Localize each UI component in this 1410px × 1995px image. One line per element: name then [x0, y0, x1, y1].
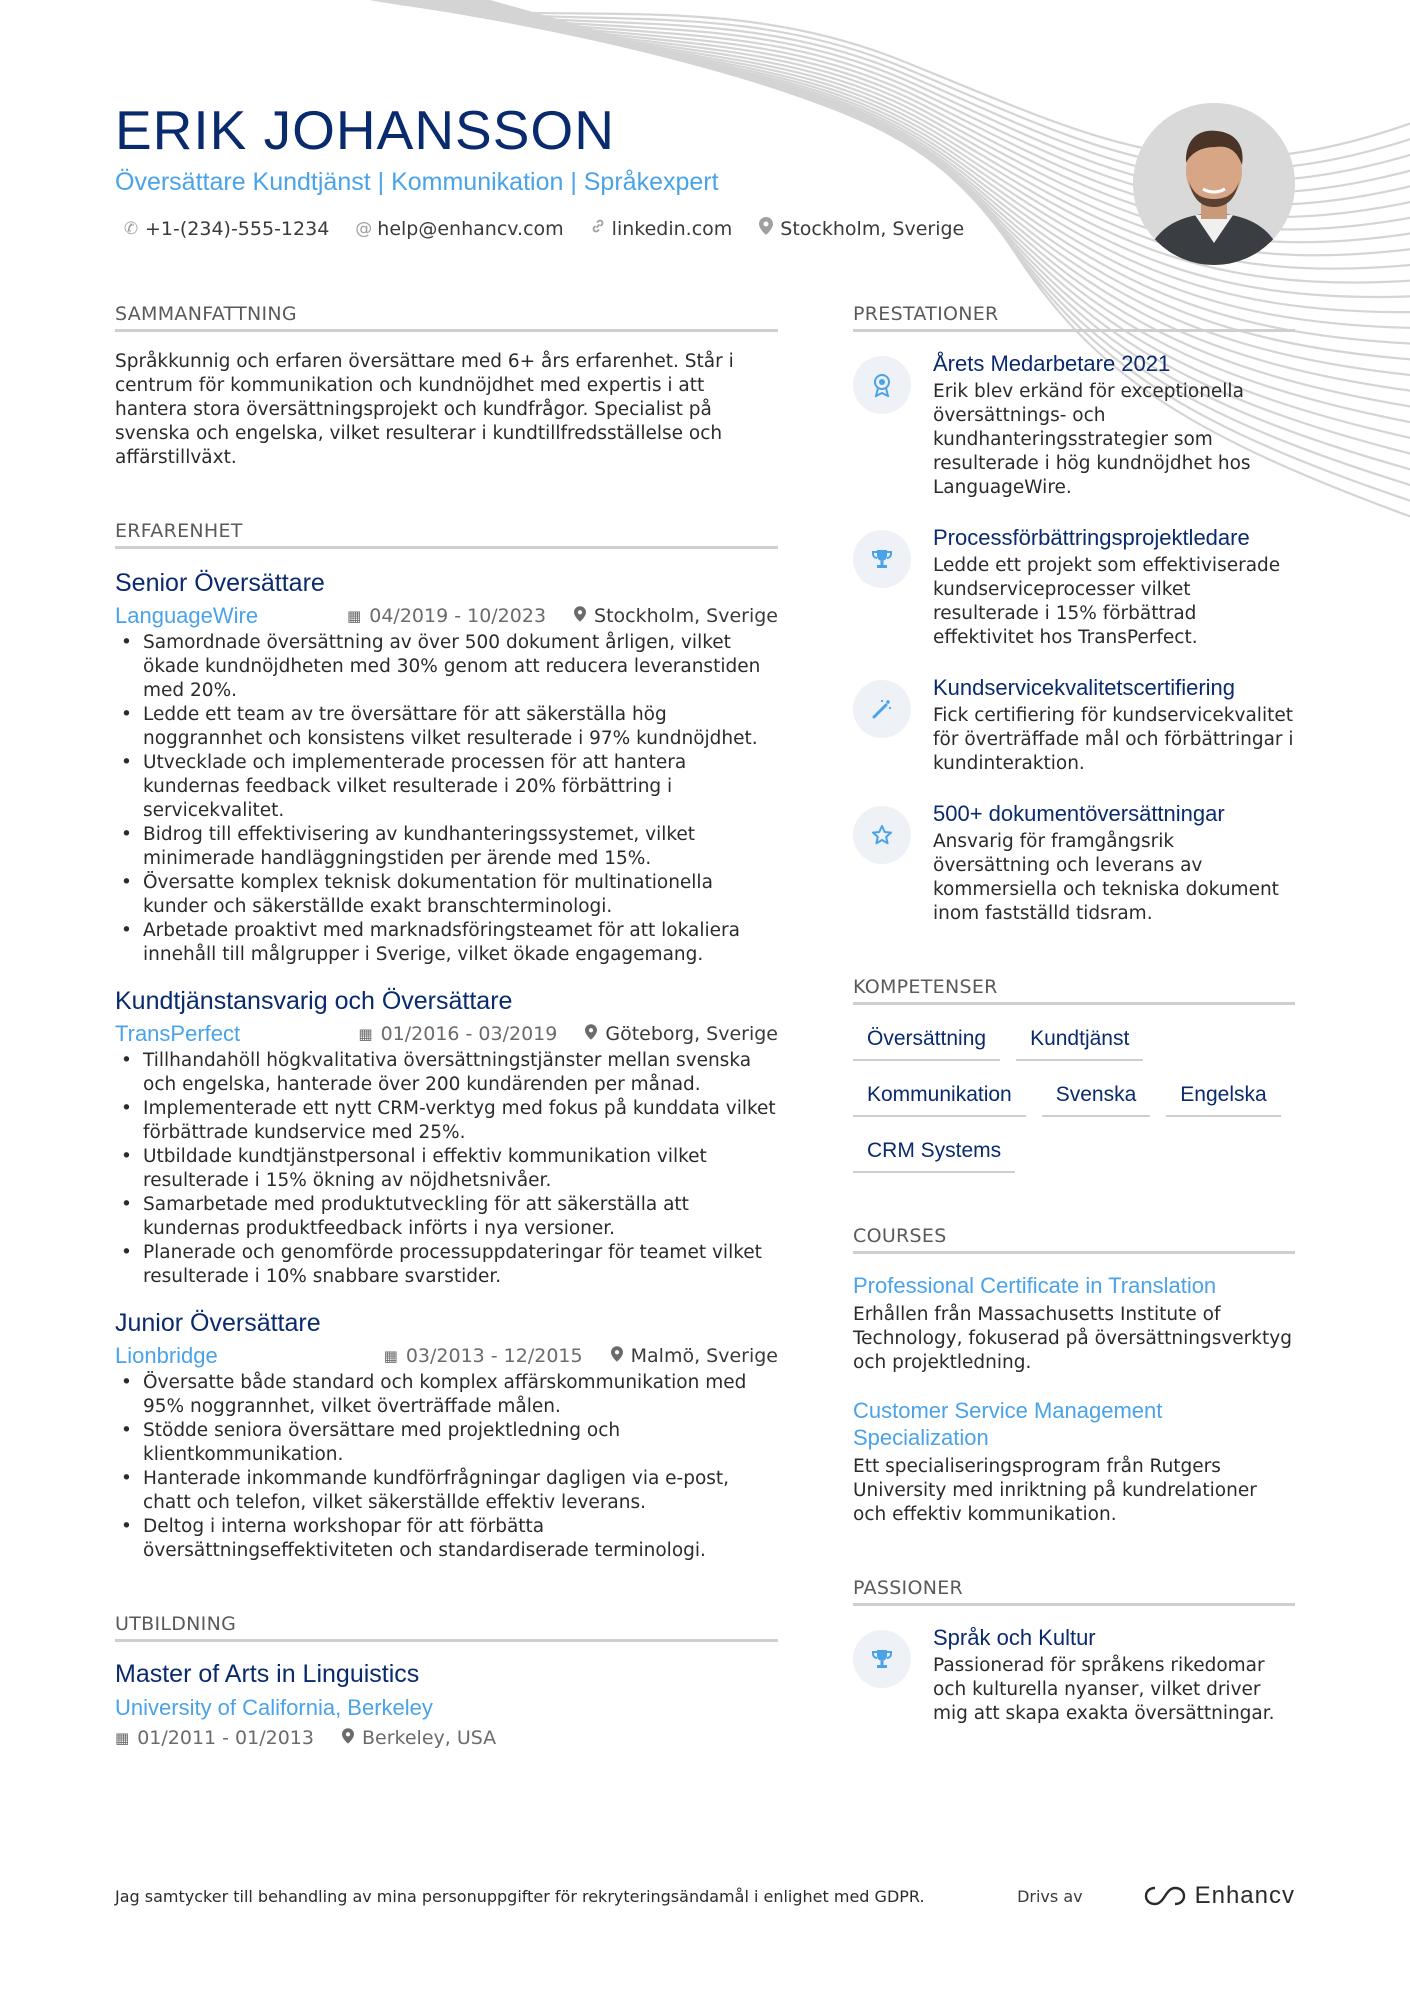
trophy-icon	[853, 530, 911, 588]
summary-heading: SAMMANFATTNING	[115, 303, 778, 332]
achievements-heading: PRESTATIONER	[853, 303, 1295, 332]
contact-bar	[115, 217, 1115, 240]
list-item: • Planerade och genomförde processuppdateringar för teamet vilket resulterade i 10% snabbare svarstider.	[115, 1241, 778, 1289]
passion-item	[853, 1624, 1295, 1726]
at-icon: @	[355, 218, 373, 239]
achievement-title: Årets Medarbetare 2021	[933, 351, 1171, 376]
list-item: • Utbildade kundtjänstpersonal i effektiv kommunikation vilket resulterade i 15% ökning av nöjdhetsnivåer.	[115, 1145, 778, 1193]
skill-tag: Engelska	[1166, 1079, 1280, 1117]
skill-tag: Svenska	[1042, 1079, 1151, 1117]
achievement-item	[853, 524, 1295, 650]
company-name: LanguageWire	[115, 603, 259, 628]
skill-tag: Översättning	[853, 1023, 1000, 1061]
job-dates: 01/2016 - 03/2019	[380, 1023, 558, 1045]
trophy-icon	[853, 1630, 911, 1688]
list-item: • Implementerade ett nytt CRM-verktyg med fokus på kunddata vilket förbättrade kundservice med 25%.	[115, 1097, 778, 1145]
summary-text: Språkkunnig och erfaren översättare med 6+ års erfarenhet. Står i centrum för kommunikation och kundnöjdhet med expertis i att hantera stora översättningsprojekt och kundfrågor. Specialist på svenska och engelska, vilket resulterar i kundtillfredsställelse och affärstillväxt.	[115, 351, 734, 468]
achievement-desc: Ledde ett projekt som effektiviserade kundserviceprocesser vilket resulterade i 15% förbättrad effektivitet hos TransPerfect.	[933, 555, 1281, 648]
education-dates: 01/2011 - 01/2013	[137, 1727, 314, 1749]
location-pin-icon	[611, 1346, 623, 1366]
course-item	[853, 1397, 1295, 1527]
skills-heading: KOMPETENSER	[853, 976, 1295, 1005]
course-desc: Erhållen från Massachusetts Institute of Technology, fokuserad på översättningsverktyg och projektledning.	[853, 1304, 1292, 1373]
left-column	[115, 303, 778, 1749]
skills-list	[853, 1023, 1295, 1173]
contact-linkedin[interactable]	[590, 217, 733, 240]
list-item: • Bidrog till effektivisering av kundhanteringssystemet, vilket minimerade handläggningstiden per ärende med 15%.	[115, 823, 778, 871]
job-location: Malmö, Sverige	[630, 1345, 778, 1367]
list-item: • Hanterade inkommande kundförfrågningar dagligen via e-post, chatt och telefon, vilket säkerställde effektiv leverans.	[115, 1467, 778, 1515]
contact-email[interactable]	[355, 217, 563, 240]
infinity-logo-icon	[1143, 1884, 1187, 1908]
phone-icon: ✆	[123, 218, 139, 239]
job-entry	[115, 1307, 778, 1563]
list-item: • Ledde ett team av tre översättare för att säkerställa hög noggrannhet och konsistens vilket resulterade i 97% kundnöjdhet.	[115, 703, 778, 751]
email-text: help@enhancv.com	[377, 217, 564, 240]
list-item: • Utvecklade och implementerade processen för att hantera kundernas feedback vilket resulterade i 20% förbättring i servicekvalitet.	[115, 751, 778, 823]
job-bullets	[115, 631, 778, 967]
location-pin-icon	[574, 606, 586, 626]
linkedin-text: linkedin.com	[611, 217, 733, 240]
job-title: Junior Översättare	[115, 1309, 321, 1337]
profile-photo	[1133, 103, 1295, 265]
list-item: • Tillhandahöll högkvalitativa översättningstjänster mellan svenska och engelska, hanterade över 200 kundärenden per månad.	[115, 1049, 778, 1097]
location-pin-icon	[585, 1024, 597, 1044]
course-desc: Ett specialiseringsprogram från Rutgers University med inriktning på kundrelationer och effektiv kommunikation.	[853, 1456, 1257, 1525]
page-footer	[115, 1882, 1295, 1910]
star-icon	[853, 806, 911, 864]
company-name: TransPerfect	[115, 1021, 241, 1046]
education-meta	[115, 1727, 778, 1749]
achievement-desc: Erik blev erkänd för exceptionella översättnings- och kundhanteringsstrategier som resulterade i hög kundnöjdhet hos LanguageWire.	[933, 381, 1251, 498]
phone-text: +1-(234)-555-1234	[145, 217, 330, 240]
courses-heading: COURSES	[853, 1225, 1295, 1254]
candidate-name: ERIK JOHANSSON	[115, 99, 615, 161]
passion-title: Språk och Kultur	[933, 1625, 1096, 1650]
list-item: • Stödde seniora översättare med projektledning och klientkommunikation.	[115, 1419, 778, 1467]
education-location: Berkeley, USA	[362, 1727, 497, 1749]
contact-phone[interactable]	[123, 217, 329, 240]
passions-heading: PASSIONER	[853, 1577, 1295, 1606]
list-item: • Samordnade översättning av över 500 dokument årligen, vilket ökade kundnöjdheten med 30% genom att reducera leveranstiden med 20%.	[115, 631, 778, 703]
list-item: • Arbetade proaktivt med marknadsföringsteamet för att lokaliera innehåll till målgrupper i Sverige, vilket ökade engagemang.	[115, 919, 778, 967]
location-pin-icon	[758, 217, 774, 240]
passion-desc: Passionerad för språkens rikedomar och kulturella nyanser, vilket driver mig att skapa exakta översättningar.	[933, 1655, 1275, 1724]
company-name: Lionbridge	[115, 1343, 218, 1368]
magic-wand-icon	[853, 680, 911, 738]
course-item	[853, 1272, 1295, 1375]
job-dates: 04/2019 - 10/2023	[369, 605, 547, 627]
achievement-title: 500+ dokumentöversättningar	[933, 801, 1225, 826]
course-title: Customer Service Management Specialization	[853, 1398, 1163, 1450]
gdpr-consent: Jag samtycker till behandling av mina personuppgifter för rekryteringsändamål i enlighet med GDPR.	[115, 1886, 925, 1906]
right-column	[853, 303, 1295, 1750]
calendar-icon: ▦	[383, 1347, 398, 1365]
job-meta	[115, 603, 778, 629]
skill-tag: CRM Systems	[853, 1135, 1015, 1173]
candidate-title: Översättare Kundtjänst | Kommunikation | Språkexpert	[115, 168, 719, 196]
education-degree: Master of Arts in Linguistics	[115, 1660, 420, 1688]
job-dates: 03/2013 - 12/2015	[405, 1345, 583, 1367]
list-item: • Deltog i interna workshopar för att förbätta översättningseffektiviteten och standardiserade terminologi.	[115, 1515, 778, 1563]
powered-by-label: Drivs av	[1017, 1886, 1083, 1906]
list-item: • Översatte både standard och komplex affärskommunikation med 95% noggrannhet, vilket överträffade målen.	[115, 1371, 778, 1419]
job-location: Stockholm, Sverige	[594, 605, 778, 627]
job-meta	[115, 1021, 778, 1047]
course-title: Professional Certificate in Translation	[853, 1273, 1217, 1298]
location-text: Stockholm, Sverige	[780, 217, 965, 240]
location-pin-icon	[342, 1728, 354, 1748]
experience-heading: ERFARENHET	[115, 520, 778, 549]
job-entry	[115, 985, 778, 1289]
skill-tag: Kundtjänst	[1016, 1023, 1143, 1061]
job-entry	[115, 567, 778, 967]
job-bullets	[115, 1371, 778, 1563]
job-title: Kundtjänstansvarig och Översättare	[115, 987, 513, 1015]
achievement-title: Processförbättringsprojektledare	[933, 525, 1250, 550]
enhancv-logo[interactable]	[1143, 1882, 1295, 1910]
job-location: Göteborg, Sverige	[605, 1023, 778, 1045]
skill-tag: Kommunikation	[853, 1079, 1026, 1117]
achievement-title: Kundservicekvalitetscertifiering	[933, 675, 1236, 700]
list-item: • Samarbetade med produktutveckling för att säkerställa att kundernas produktfeedback införts i nya versioner.	[115, 1193, 778, 1241]
calendar-icon: ▦	[115, 1729, 130, 1747]
achievement-item	[853, 800, 1295, 926]
list-item: • Översatte komplex teknisk dokumentation för multinationella kunder och säkerställde exakt branschterminologi.	[115, 871, 778, 919]
job-bullets	[115, 1049, 778, 1289]
resume-header	[115, 100, 1115, 240]
brand-name: Enhancv	[1194, 1882, 1295, 1909]
achievement-desc: Ansvarig för framgångsrik översättning och leverans av kommersiella och tekniska dokument inom fastställd tidsram.	[933, 831, 1279, 924]
achievement-item	[853, 674, 1295, 776]
education-heading: UTBILDNING	[115, 1613, 778, 1642]
achievement-item	[853, 350, 1295, 500]
job-title: Senior Översättare	[115, 569, 325, 597]
calendar-icon: ▦	[358, 1025, 373, 1043]
achievement-desc: Fick certifiering för kundservicekvalitet för överträffade mål och förbättringar i kundinteraktion.	[933, 705, 1294, 774]
job-meta	[115, 1343, 778, 1369]
calendar-icon: ▦	[347, 607, 362, 625]
education-school: University of California, Berkeley	[115, 1695, 433, 1720]
link-icon	[590, 218, 606, 239]
award-ribbon-icon	[853, 356, 911, 414]
contact-location	[758, 217, 964, 240]
